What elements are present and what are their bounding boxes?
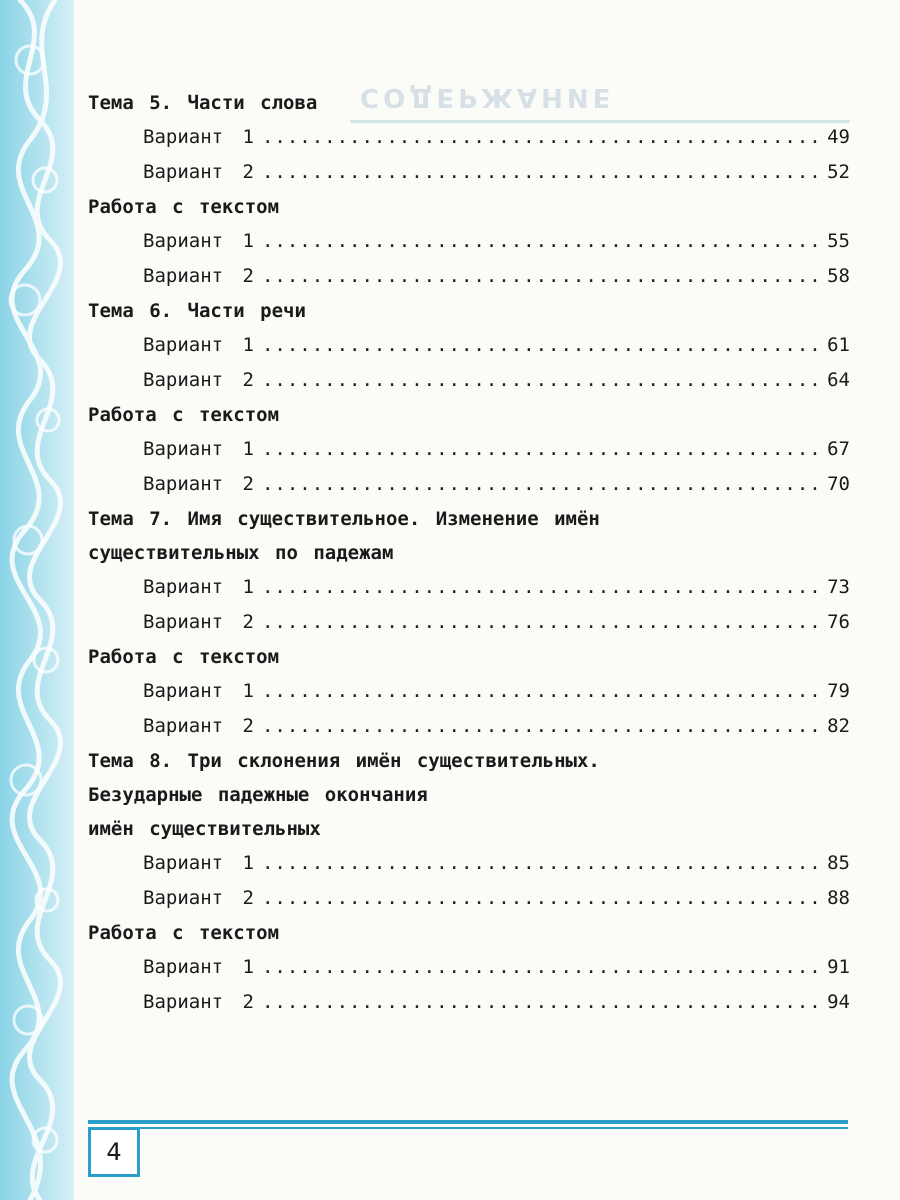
toc-entry-label: Вариант 1 [143,576,254,598]
toc-entry-label: Вариант 2 [143,369,254,391]
toc-entry [88,224,850,259]
dot-leader [262,467,821,502]
dot-leader [262,709,821,744]
toc-entry-label: Вариант 1 [143,334,254,356]
toc-entry [88,467,850,502]
toc-entry [88,674,850,709]
toc-entry-label: Вариант 1 [143,438,254,460]
dot-leader [262,363,821,398]
toc-entry [88,120,850,155]
dot-leader [262,155,821,190]
dot-leader [262,570,821,605]
decorative-floral-border [0,0,74,1200]
toc-entry-page: 61 [827,334,850,356]
toc-entry [88,432,850,467]
toc-entry [88,605,850,640]
toc-entry-page: 55 [827,230,850,252]
table-of-contents [88,86,850,1020]
toc-entry-label: Вариант 2 [143,161,254,183]
toc-entry-label: Вариант 2 [143,887,254,909]
toc-entry-label: Вариант 2 [143,991,254,1013]
toc-entry-page: 76 [827,611,850,633]
toc-entry [88,155,850,190]
toc-entry [88,881,850,916]
dot-leader [262,605,821,640]
page-number: 4 [88,1127,140,1177]
toc-entry-page: 52 [827,161,850,183]
toc-entry-page: 94 [827,991,850,1013]
toc-entry-page: 79 [827,680,850,702]
toc-heading: Тема 6. Части речи [88,300,306,322]
show-through-title: СОДЕРЖАНИЕ [360,82,615,112]
toc-entry-label: Вариант 2 [143,473,254,495]
toc-entry-page: 85 [827,852,850,874]
toc-entry-label: Вариант 1 [143,126,254,148]
bottom-rule [88,1120,848,1124]
dot-leader [262,328,821,363]
toc-entry-page: 88 [827,887,850,909]
toc-entry-label: Вариант 1 [143,852,254,874]
toc-entry-label: Вариант 1 [143,680,254,702]
toc-entry [88,328,850,363]
toc-entry [88,950,850,985]
dot-leader [262,120,821,155]
toc-entry-label: Вариант 2 [143,715,254,737]
toc-entry-label: Вариант 2 [143,265,254,287]
toc-entry-page: 70 [827,473,850,495]
toc-entry-page: 58 [827,265,850,287]
toc-heading: Тема 5. Части слова [88,92,318,114]
dot-leader [262,674,821,709]
toc-entry [88,259,850,294]
toc-entry [88,846,850,881]
toc-entry [88,363,850,398]
toc-entry [88,985,850,1020]
toc-entry-label: Вариант 1 [143,956,254,978]
toc-heading: Работа с текстом [88,196,280,218]
toc-heading: имён существительных [88,818,321,840]
toc-entry [88,570,850,605]
toc-entry-page: 91 [827,956,850,978]
toc-entry-label: Вариант 1 [143,230,254,252]
toc-entry-label: Вариант 2 [143,611,254,633]
dot-leader [262,950,821,985]
toc-entry-page: 67 [827,438,850,460]
toc-entry-page: 73 [827,576,850,598]
dot-leader [262,432,821,467]
toc-heading: Тема 7. Имя существительное. Изменение имён [88,508,600,530]
toc-entry-page: 64 [827,369,850,391]
dot-leader [262,846,821,881]
toc-heading: Тема 8. Три склонения имён существительных. [88,750,600,772]
dot-leader [262,881,821,916]
toc-heading: Работа с текстом [88,922,280,944]
toc-entry [88,709,850,744]
toc-entry-page: 49 [827,126,850,148]
dot-leader [262,259,821,294]
toc-heading: Работа с текстом [88,646,280,668]
toc-heading: существительных по падежам [88,542,394,564]
dot-leader [262,224,821,259]
toc-entry-page: 82 [827,715,850,737]
bottom-rule-thin [88,1127,848,1129]
toc-heading: Безударные падежные окончания [88,784,428,806]
floral-ornament-icon [0,0,74,1200]
toc-heading: Работа с текстом [88,404,280,426]
dot-leader [262,985,821,1020]
